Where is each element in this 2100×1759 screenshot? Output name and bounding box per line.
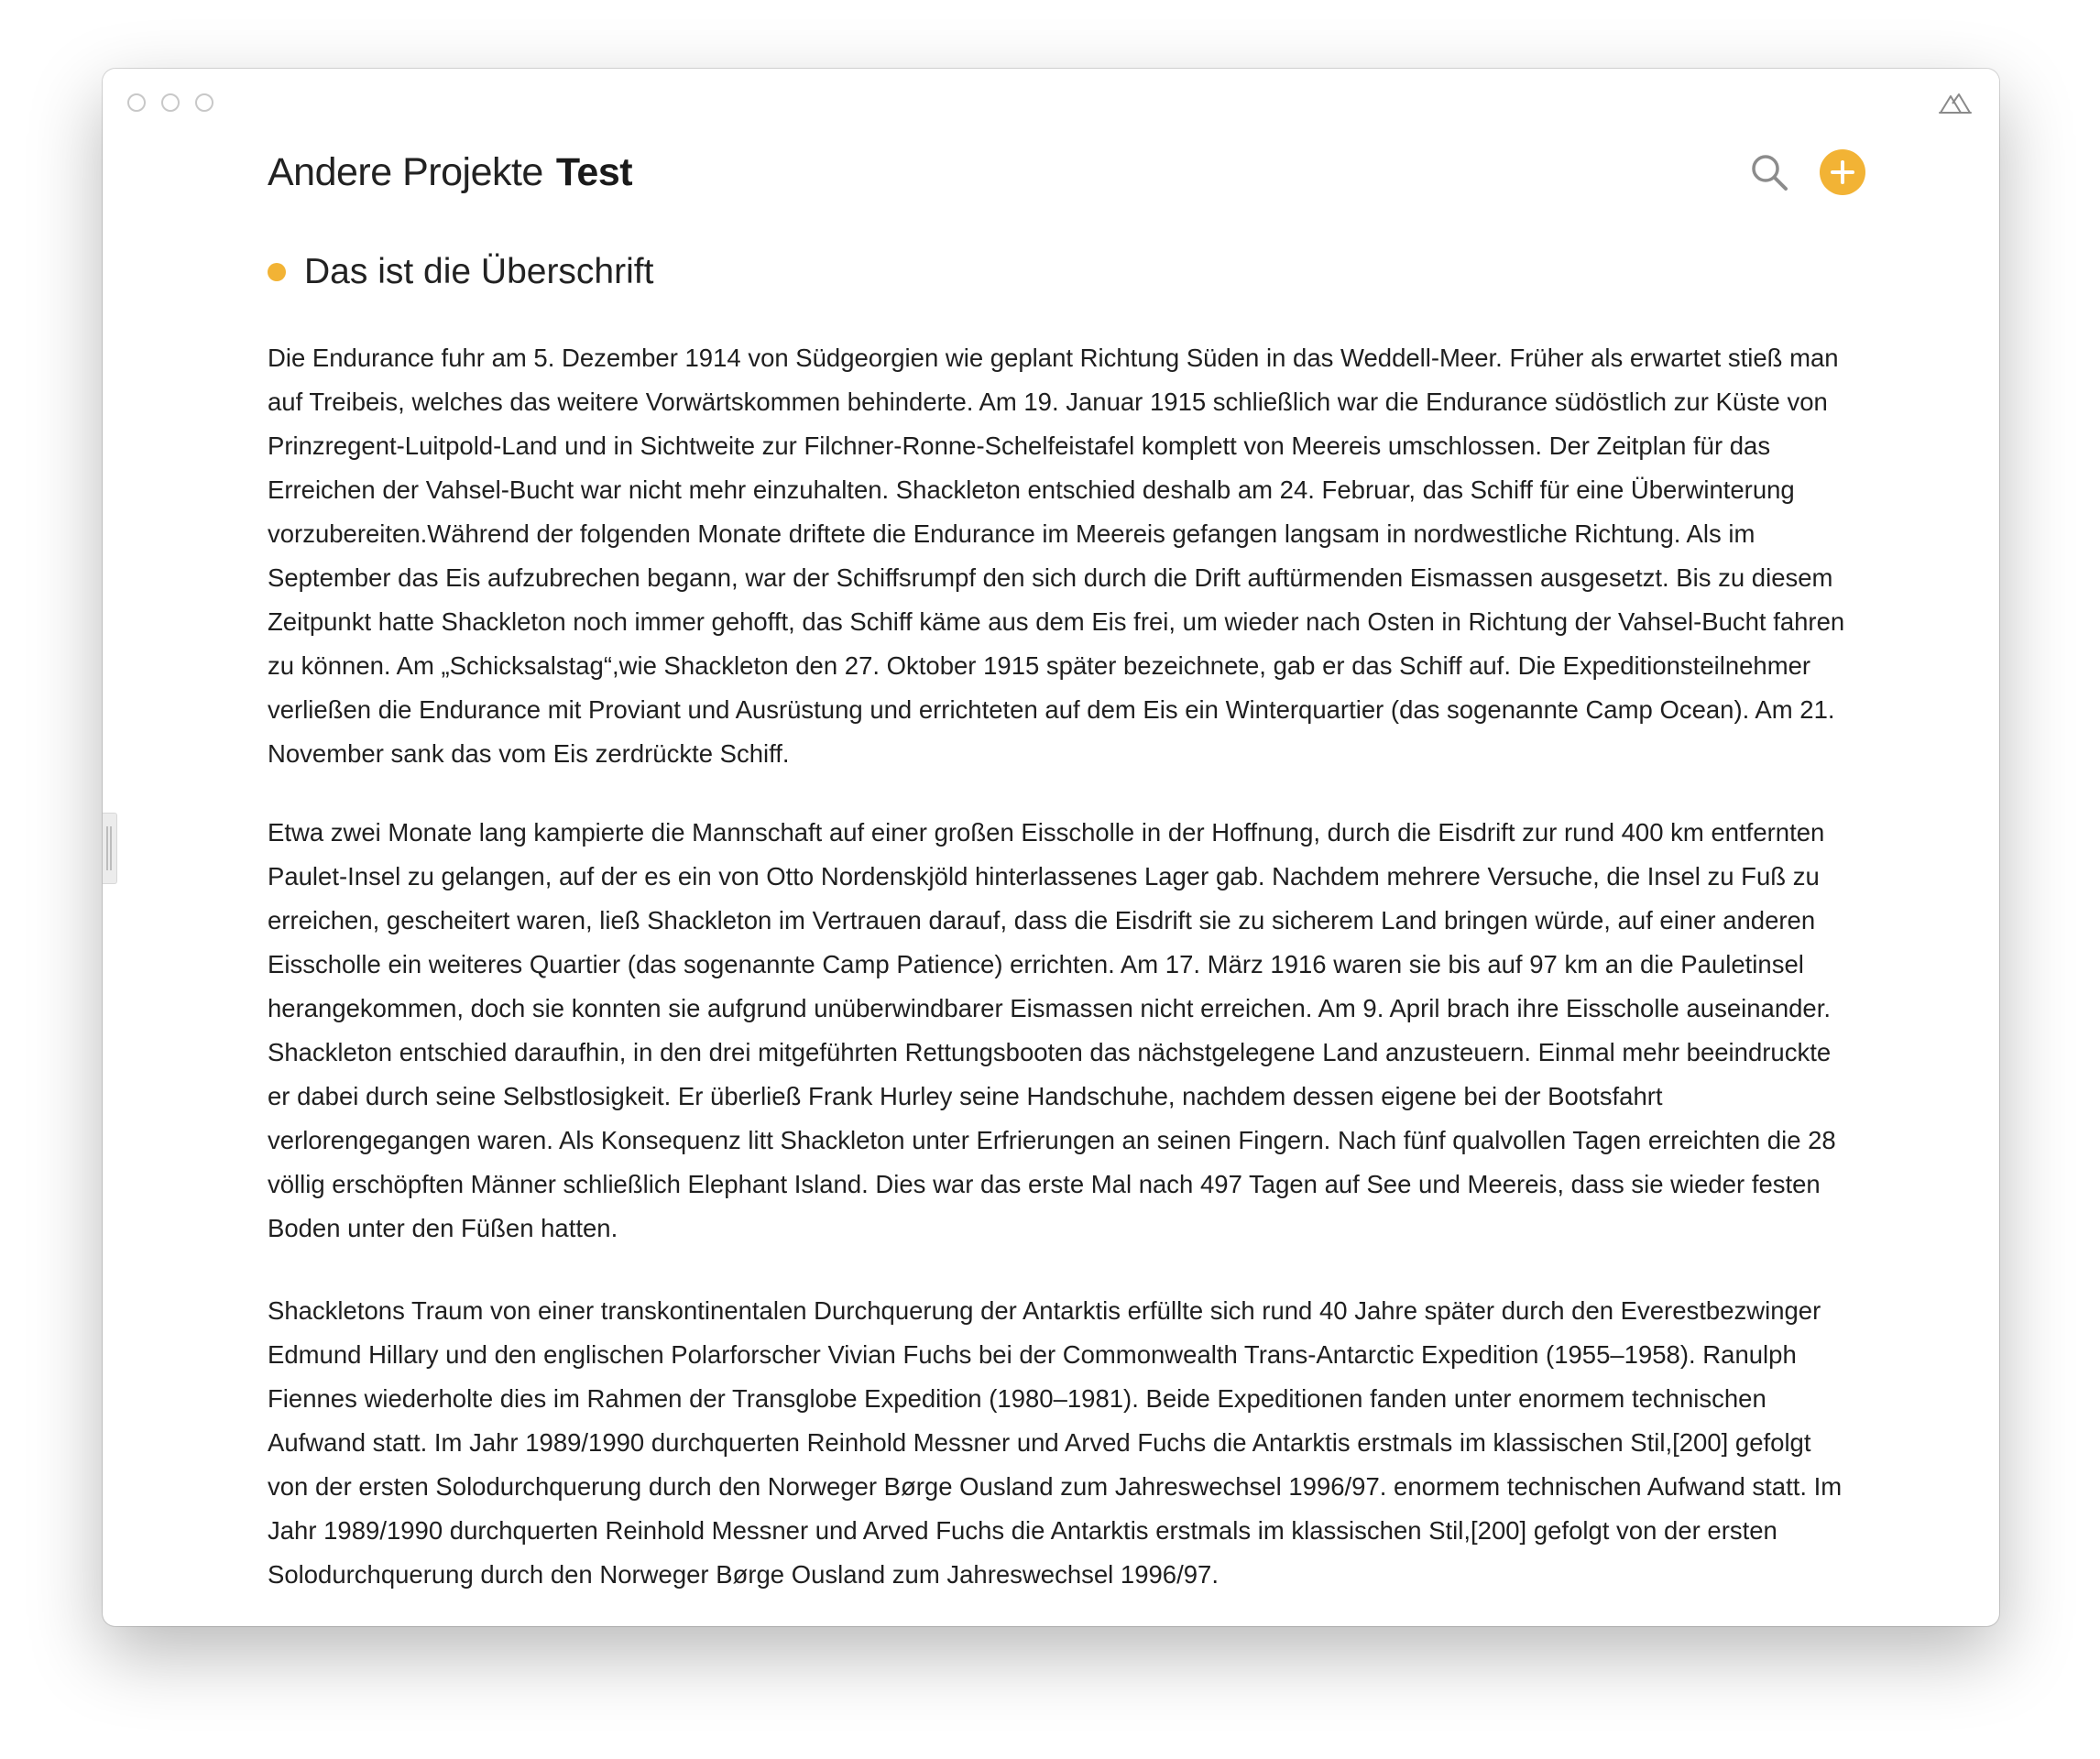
document-name: Test [555,150,633,194]
app-window [103,69,1999,1626]
breadcrumb-project[interactable]: Andere Projekte [268,150,543,194]
heading-text[interactable]: Das ist die Überschrift [304,252,654,291]
plus-circle-icon[interactable] [1820,149,1865,195]
paragraph[interactable]: Shackletons Traum von einer transkontinentalen Durchquerung der Antarktis erfüllte sich rund 40 Jahre später durch den Everestbezwinger Edmund Hillary und den englischen Polarforscher Vivian Fuchs bei der Commonwealth Trans-Antarctic Expedition (1955–1958). Ranulph Fiennes wiederholte dies im Rahmen der Transglobe Expedition (1980–1981). Beide Expeditionen fanden unter enormem technischen Aufwand statt. Im Jahr 1989/1990 durchquerten Reinhold Messner und Arved Fuchs die Antarktis erstmals im klassischen Stil,[200] gefolgt von der ersten Solodurchquerung durch den Norweger Børge Ousland zum Jahreswechsel 1996/97. enormem technischen Aufwand statt. Im Jahr 1989/1990 durchquerten Reinhold Messner und Arved Fuchs die Antarktis erstmals im klassischen Stil,[200] gefolgt von der ersten Solodurchquerung durch den Norweger Børge Ousland zum Jahreswechsel 1996/97. [268,1296,1843,1589]
header [268,140,1871,204]
window-controls [127,93,213,112]
sidebar-resize-handle[interactable] [103,813,117,884]
heading-bullet-icon [268,263,286,281]
zoom-window-button[interactable] [195,93,213,112]
paragraph[interactable]: Etwa zwei Monate lang kampierte die Mannschaft auf einer großen Eisscholle in der Hoffnung, durch die Eisdrift zur rund 400 km entfernten Paulet-Insel zu gelangen, auf der es ein von Otto Nordenskjöld hinterlassenes Lager gab. Nachdem mehrere Versuche, die Insel zu Fuß zu erreichen, gescheitert waren, ließ Shackleton im Vertrauen darauf, dass die Eisdrift sie zu sicherem Land bringen würde, auf einer anderen Eisscholle ein weiteres Quartier (das sogenannte Camp Patience) errichten. Am 17. März 1916 waren sie bis auf 97 km an die Pauletinsel herangekommen, doch sie konnten sie aufgrund unüberwindbarer Eismassen nicht erreichen. Am 9. April brach ihre Eisscholle auseinander. Shackleton entschied daraufhin, in den drei mitgeführten Rettungsbooten das nächstgelegene Land anzusteuern. Einmal mehr beeindruckte er dabei durch seine Selbstlosigkeit. Er überließ Frank Hurley seine Handschuhe, nachdem dessen eigene bei der Bootsfahrt verlorengegangen waren. Als Konsequenz litt Shackleton unter Erfrierungen an seinen Fingern. Nach fünf qualvollen Tagen erreichten die 28 völlig erschöpften Männer schließlich Elephant Island. Dies war das erste Mal nach 497 Tagen auf See und Meereis, dass sie wieder festen Boden unter den Füßen hatten. [268,818,1836,1242]
page-title [268,140,632,204]
paragraph[interactable]: Die Endurance fuhr am 5. Dezember 1914 von Südgeorgien wie geplant Richtung Süden in das Weddell-Meer. Früher als erwartet stieß man auf Treibeis, welches das weitere Vorwärtskommen behinderte. Am 19. Januar 1915 schließlich war die Endurance südöstlich zur Küste von Prinzregent-Luitpold-Land und in Sichtweite zur Filchner-Ronne-Schelfeistafel komplett von Meereis umschlossen. Der Zeitplan für das Erreichen der Vahsel-Bucht war nicht mehr einzuhalten. Shackleton entschied deshalb am 24. Februar, das Schiff für eine Überwinterung vorzubereiten.Während der folgenden Monate driftete die Endurance im Meereis gefangen langsam in nordwestliche Richtung. Als im September das Eis aufzubrechen begann, war der Schiffsrumpf den sich durch die Drift auftürmenden Eismassen ausgesetzt. Bis zu diesem Zeitpunkt hatte Shackleton noch immer gehofft, das Schiff käme aus dem Eis frei, um wieder nach Osten in Richtung der Vahsel-Bucht fahren zu können. Am „Schicksalstag“,wie Shackleton den 27. Oktober 1915 später bezeichnete, gab er das Schiff auf. Die Expeditionsteilnehmer verließen die Endurance mit Proviant und Ausrüstung und errichteten auf dem Eis ein Winterquartier (das sogenannte Camp Ocean). Am 21. November sank das vom Eis zerdrückte Schiff. [268,344,1845,768]
close-window-button[interactable] [127,93,146,112]
mountains-icon[interactable] [1939,91,1972,116]
minimize-window-button[interactable] [161,93,180,112]
search-icon[interactable] [1748,151,1790,193]
section-heading [268,245,1848,300]
document-body [268,245,1848,1597]
